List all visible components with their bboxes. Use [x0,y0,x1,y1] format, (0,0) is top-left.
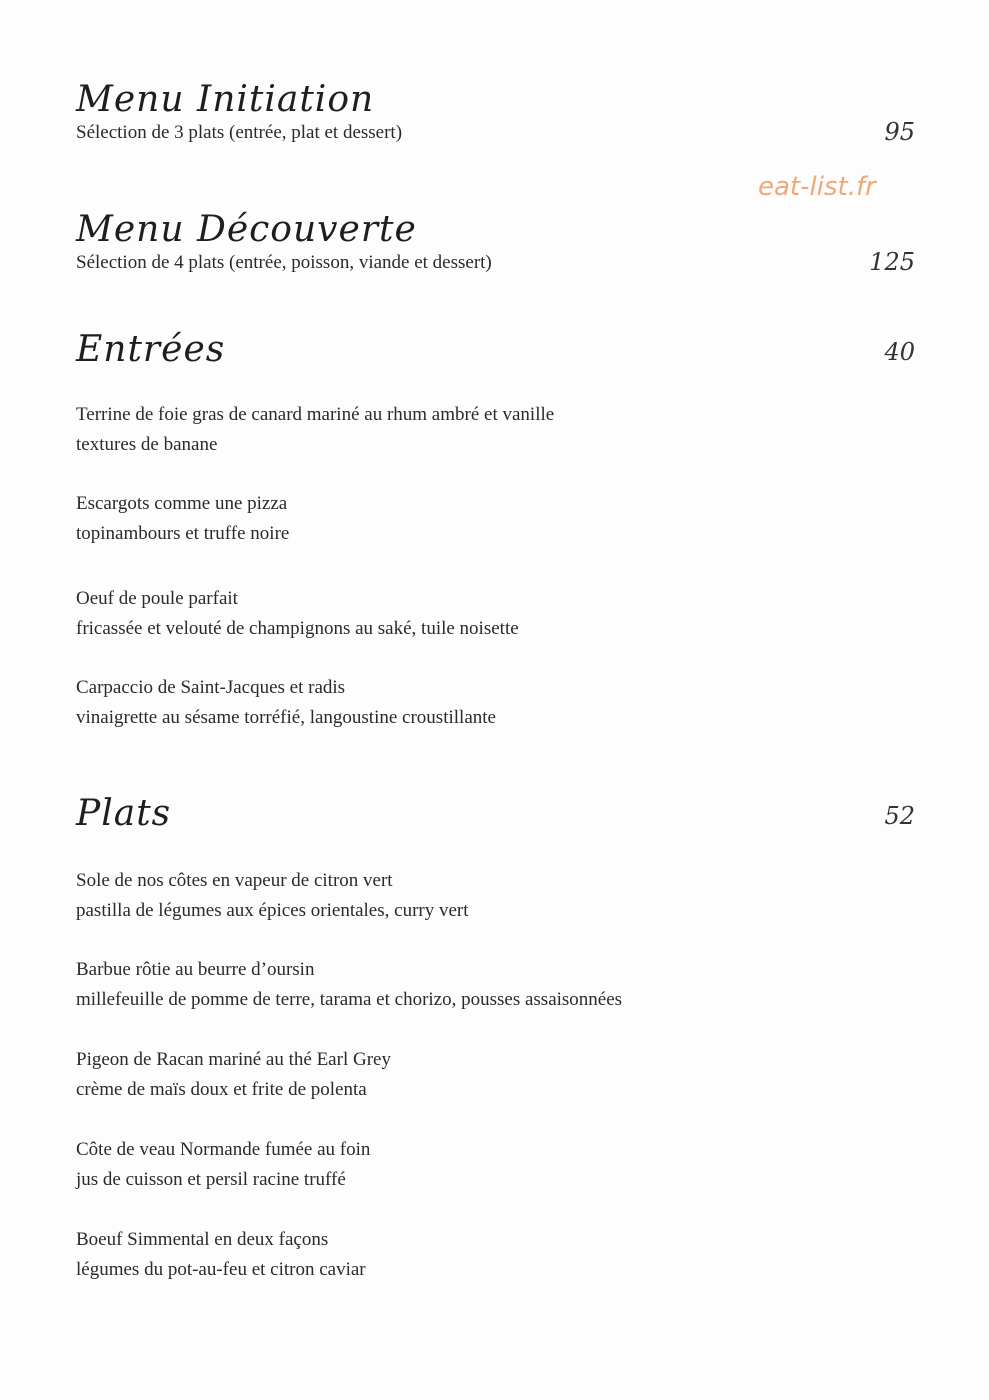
menu-decouverte-title: Menu Découverte [76,209,417,250]
entrees-price: 40 [884,338,915,366]
dish-detail: vinaigrette au sésame torréfié, langoustine croustillante [76,707,496,728]
entree-item [76,489,289,549]
dish-detail: topinambours et truffe noire [76,523,290,544]
plat-item [76,866,469,926]
dish-name: Boeuf Simmental en deux façons [76,1229,329,1250]
plats-price: 52 [884,802,915,830]
dish-detail: millefeuille de pomme de terre, tarama et chorizo, pousses assaisonnées [76,989,623,1010]
menu-initiation-price: 95 [884,118,915,146]
entree-item [76,673,496,733]
dish-detail: crème de maïs doux et frite de polenta [76,1079,367,1100]
dish-name: Escargots comme une pizza [76,493,288,514]
plats-heading: Plats [76,793,172,834]
dish-name: Côte de veau Normande fumée au foin [76,1139,371,1160]
plat-item [76,1045,391,1105]
dish-name: Terrine de foie gras de canard mariné au rhum ambré et vanille [76,404,555,425]
menu-initiation-title: Menu Initiation [76,79,375,120]
plat-item [76,1225,366,1285]
entree-item [76,400,554,460]
watermark-logo: eat-list.fr [758,172,876,202]
dish-name: Sole de nos côtes en vapeur de citron vert [76,870,393,891]
dish-name: Oeuf de poule parfait [76,588,238,609]
menu-initiation-description: Sélection de 3 plats (entrée, plat et dessert) [76,122,403,143]
dish-detail: textures de banane [76,434,218,455]
dish-detail: jus de cuisson et persil racine truffé [76,1169,346,1190]
dish-detail: pastilla de légumes aux épices orientales, curry vert [76,900,469,921]
dish-name: Carpaccio de Saint-Jacques et radis [76,677,346,698]
entrees-heading: Entrées [76,329,226,370]
dish-detail: fricassée et velouté de champignons au saké, tuile noisette [76,618,519,639]
menu-decouverte-price: 125 [869,248,915,276]
dish-name: Pigeon de Racan mariné au thé Earl Grey [76,1049,391,1070]
plat-item [76,955,622,1015]
dish-detail: légumes du pot-au-feu et citron caviar [76,1259,366,1280]
menu-decouverte-description: Sélection de 4 plats (entrée, poisson, viande et dessert) [76,252,492,273]
dish-name: Barbue rôtie au beurre d’oursin [76,959,315,980]
plat-item [76,1135,370,1195]
entree-item [76,584,519,644]
